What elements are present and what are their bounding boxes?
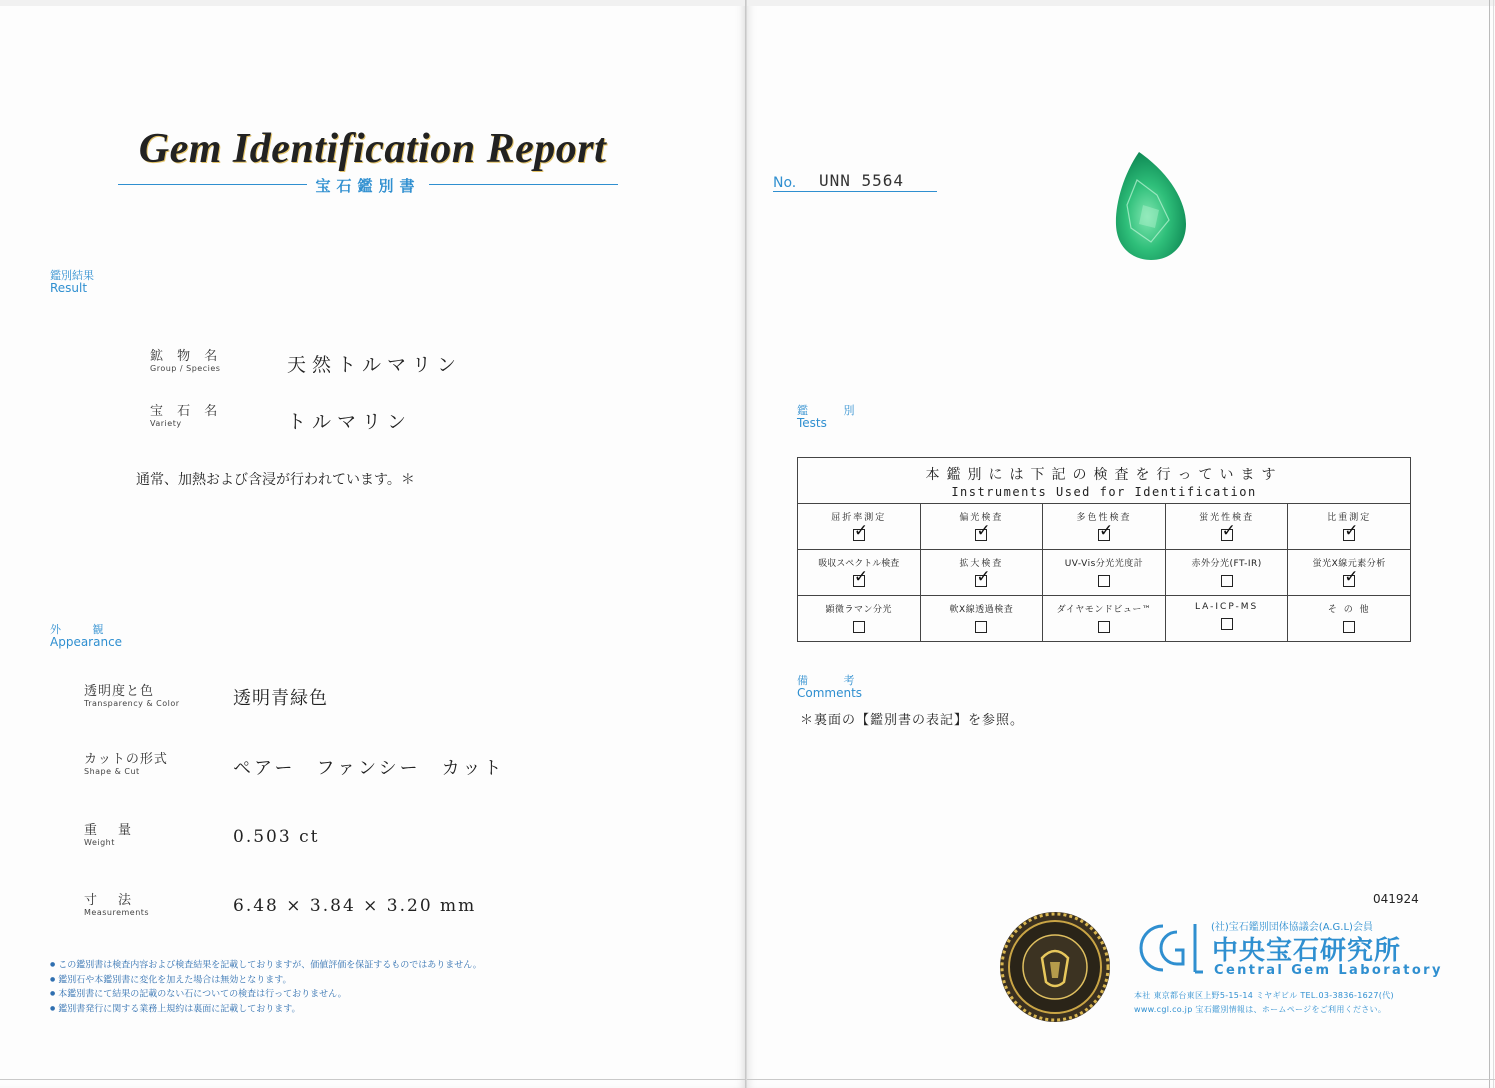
result-heading-jp: 鑑別結果 bbox=[50, 269, 94, 282]
test-cell bbox=[1165, 504, 1288, 550]
comments-text: ＊裏面の【鑑別書の表記】を参照。 bbox=[800, 713, 1025, 728]
tests-heading-jp: 鑑 別 bbox=[797, 404, 871, 417]
page-edge bbox=[747, 1079, 1495, 1080]
notes-list bbox=[50, 958, 482, 1016]
transparency-value: 透明青緑色 bbox=[233, 688, 328, 709]
lab-name-jp: 中央宝石研究所 bbox=[1212, 936, 1402, 966]
test-cell bbox=[1288, 596, 1411, 642]
left-page bbox=[0, 0, 746, 1088]
treatment-note: 通常、加熱および含浸が行われています。＊ bbox=[136, 472, 415, 488]
lab-website: www.cgl.co.jp 宝石鑑別情報は、ホームページをご利用ください。 bbox=[1134, 1005, 1387, 1014]
report-title: Gem Identification Report bbox=[138, 126, 607, 172]
page-edge bbox=[1493, 0, 1494, 1088]
test-label: 蛍光X線元素分析 bbox=[1312, 559, 1386, 569]
test-label: 赤外分光(FT-IR) bbox=[1191, 559, 1262, 569]
species-label bbox=[150, 345, 222, 373]
test-checkbox bbox=[1098, 575, 1110, 587]
shape-label-en: Shape & Cut bbox=[84, 767, 140, 776]
measurements-label-en: Measurements bbox=[84, 908, 150, 917]
note-item: ● 鑑別書発行に関する業務上規約は裏面に記載しております。 bbox=[50, 1002, 482, 1017]
laboratory-seal bbox=[998, 910, 1112, 1024]
note-item: ● この鑑別書は検査内容および検査結果を記載しておりますが、価値評価を保証するものではありません。 bbox=[50, 958, 482, 973]
test-cell bbox=[920, 550, 1042, 596]
variety-label-jp: 宝 石 名 bbox=[150, 404, 223, 419]
test-cell bbox=[920, 504, 1042, 550]
test-checkbox bbox=[853, 529, 865, 541]
test-label: LA-ICP-MS bbox=[1194, 602, 1259, 612]
transparency-label bbox=[84, 680, 180, 708]
test-checkbox bbox=[975, 575, 987, 587]
tests-table bbox=[797, 457, 1411, 642]
note-item: ● 鑑別石や本鑑別書に変化を加えた場合は無効となります。 bbox=[50, 973, 482, 988]
tests-heading-en: Tests bbox=[797, 416, 827, 430]
test-checkbox bbox=[1098, 621, 1110, 633]
test-cell bbox=[1043, 596, 1166, 642]
test-cell bbox=[798, 504, 921, 550]
test-checkbox bbox=[1343, 529, 1355, 541]
variety-label-en: Variety bbox=[150, 419, 182, 428]
test-label: そ の 他 bbox=[1327, 605, 1371, 615]
lab-name-en: Central Gem Laboratory bbox=[1214, 963, 1443, 978]
page-edge bbox=[747, 0, 1495, 6]
lab-address: 本社 東京都台東区上野5-15-14 ミヤギビル TEL.03-3836-1627(代) bbox=[1134, 991, 1394, 1000]
gem-body bbox=[1116, 152, 1186, 260]
variety-label bbox=[150, 400, 222, 428]
gem-photo bbox=[1113, 150, 1189, 262]
test-label: 顕微ラマン分光 bbox=[825, 605, 893, 615]
comments-heading-jp: 備 考 bbox=[797, 674, 871, 687]
page-edge bbox=[1489, 0, 1490, 1088]
report-code: 041924 bbox=[1373, 892, 1419, 906]
tests-row bbox=[798, 550, 1411, 596]
weight-label bbox=[84, 819, 135, 847]
shape-label-jp: カットの形式 bbox=[84, 752, 168, 767]
test-label: 吸収スペクトル検査 bbox=[818, 559, 900, 569]
test-checkbox bbox=[1343, 621, 1355, 633]
test-label: UV-Vis分光光度計 bbox=[1064, 559, 1144, 569]
test-cell bbox=[798, 550, 921, 596]
test-checkbox bbox=[853, 621, 865, 633]
measurements-value: 6.48 × 3.84 × 3.20 mm bbox=[233, 896, 477, 916]
species-value: 天然トルマリン bbox=[287, 354, 463, 376]
species-label-en: Group / Species bbox=[150, 364, 221, 373]
test-cell bbox=[1288, 550, 1411, 596]
test-label: 拡大検査 bbox=[959, 559, 1004, 569]
comments-heading bbox=[797, 675, 871, 700]
weight-label-en: Weight bbox=[84, 838, 115, 847]
shape-value: ペアー ファンシー カット bbox=[233, 758, 505, 779]
appearance-heading-jp: 外 観 bbox=[50, 623, 118, 636]
tests-row bbox=[798, 504, 1411, 550]
test-checkbox bbox=[1221, 575, 1233, 587]
test-checkbox bbox=[1221, 618, 1233, 630]
test-label: ダイヤモンドビュー™ bbox=[1056, 605, 1152, 615]
test-checkbox bbox=[853, 575, 865, 587]
test-label: 軟X線透過検査 bbox=[949, 605, 1014, 615]
report-subtitle bbox=[118, 175, 618, 196]
note-item: ● 本鑑別書にて結果の記載のない石についての検査は行っておりません。 bbox=[50, 987, 482, 1002]
weight-label-jp: 重 量 bbox=[84, 823, 136, 838]
tests-table-header bbox=[798, 458, 1411, 504]
test-cell bbox=[798, 596, 921, 642]
transparency-label-jp: 透明度と色 bbox=[84, 684, 155, 699]
variety-value: トルマリン bbox=[287, 411, 413, 433]
weight-value: 0.503 ct bbox=[233, 827, 320, 847]
test-label: 屈折率測定 bbox=[831, 513, 887, 523]
tests-heading bbox=[797, 405, 871, 430]
page-edge bbox=[0, 0, 745, 6]
appearance-heading-en: Appearance bbox=[50, 635, 123, 649]
comments-heading-en: Comments bbox=[797, 686, 863, 700]
report-no-label: No. bbox=[773, 175, 797, 191]
measurements-label-jp: 寸 法 bbox=[84, 893, 136, 908]
test-checkbox bbox=[1098, 529, 1110, 541]
report-no-value: UNN 5564 bbox=[819, 171, 905, 190]
shape-label bbox=[84, 748, 168, 776]
report-no-underline bbox=[773, 191, 937, 192]
test-checkbox bbox=[1343, 575, 1355, 587]
test-cell bbox=[920, 596, 1042, 642]
test-checkbox bbox=[1221, 529, 1233, 541]
test-cell bbox=[1288, 504, 1411, 550]
tests-row bbox=[798, 596, 1411, 642]
test-checkbox bbox=[975, 621, 987, 633]
cgl-logo bbox=[1133, 918, 1205, 978]
subtitle-rule bbox=[118, 177, 618, 195]
test-label: 多色性検査 bbox=[1076, 513, 1132, 523]
transparency-label-en: Transparency & Color bbox=[84, 699, 180, 708]
test-label: 比重測定 bbox=[1327, 513, 1372, 523]
test-label: 蛍光性検査 bbox=[1199, 513, 1255, 523]
test-checkbox bbox=[975, 529, 987, 541]
result-heading-en: Result bbox=[50, 281, 88, 295]
report-subtitle-text: 宝石鑑別書 bbox=[307, 177, 428, 195]
agl-membership: (社)宝石鑑別団体協議会(A.G.L)会員 bbox=[1211, 922, 1373, 933]
test-cell bbox=[1043, 504, 1166, 550]
test-label: 偏光検査 bbox=[959, 513, 1004, 523]
test-cell bbox=[1043, 550, 1166, 596]
species-label-jp: 鉱 物 名 bbox=[150, 349, 223, 364]
measurements-label bbox=[84, 889, 149, 917]
result-heading bbox=[50, 270, 94, 295]
test-cell bbox=[1165, 596, 1288, 642]
tests-title-jp: 本鑑別には下記の検査を行っています bbox=[925, 467, 1283, 483]
page-edge bbox=[0, 1079, 745, 1080]
test-cell bbox=[1165, 550, 1288, 596]
tests-title-en: Instruments Used for Identification bbox=[951, 485, 1257, 499]
appearance-heading bbox=[50, 624, 122, 649]
